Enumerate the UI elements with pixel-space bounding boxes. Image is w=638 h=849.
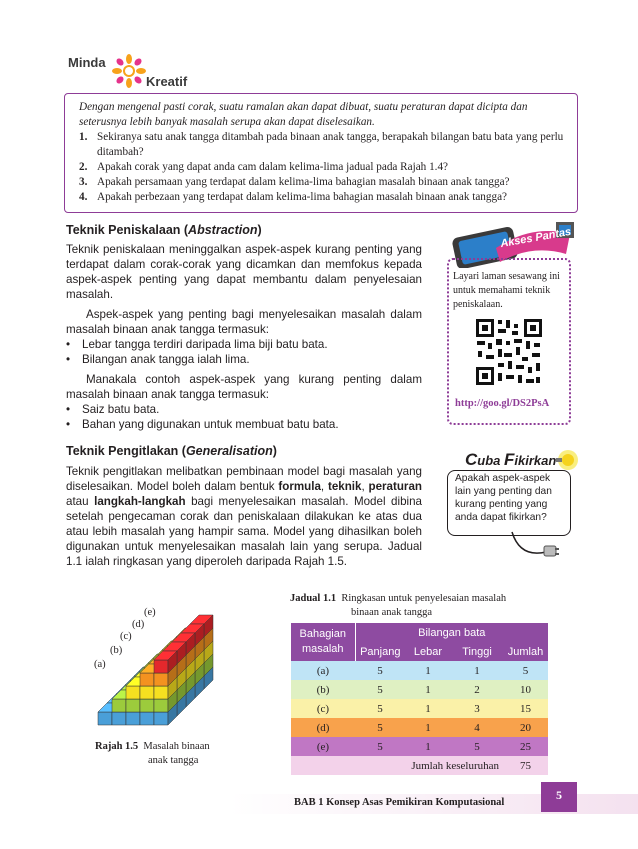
brick — [126, 686, 140, 699]
qr-code[interactable] — [474, 317, 544, 387]
question-3: 3. Apakah persamaan yang terdapat dalam kelima-lima bahagian masalah binaan anak tangga? — [79, 176, 510, 188]
generalisation-section — [66, 444, 422, 569]
table-row — [291, 680, 548, 699]
total-label: Jumlah keseluruhan — [411, 759, 499, 772]
col-lebar: Lebar — [405, 642, 451, 661]
cable-icon — [510, 528, 560, 562]
unimportant-item: • Saiz batu bata. — [66, 403, 160, 416]
important-item: • Lebar tangga terdiri daripada lima biji batu bata. — [66, 338, 328, 351]
cell-tinggi: 1 — [474, 664, 480, 677]
cell-lebar: 1 — [425, 702, 431, 715]
total-row — [291, 756, 548, 775]
col-jumlah: Jumlah — [503, 642, 548, 661]
cell-jumlah: 20 — [520, 721, 531, 734]
table-caption: Jadual 1.1 Ringkasan untuk penyelesaian masalah binaan anak tangga — [290, 593, 507, 618]
table-row — [291, 718, 548, 737]
cell-part: (d) — [316, 721, 330, 734]
brick — [154, 699, 168, 712]
cell-lebar: 1 — [425, 721, 431, 734]
minda-kreatif-box — [64, 93, 578, 213]
cell-part: (c) — [316, 702, 330, 715]
abstraction-paragraph-1: Teknik peniskalaan meninggalkan aspek-aspek kurang penting yang terdapat dalam corak-corak yang dicamkan dan memfokus kepada aspek-aspek penting yang dapat membantu dalam penyelesaian masalah. — [66, 243, 422, 301]
figure-caption: Rajah 1.5 Masalah binaan anak tangga — [95, 741, 210, 766]
cell-panjang: 5 — [377, 702, 383, 715]
figure-label-a: (a) — [94, 659, 106, 670]
akses-pantas-description: Layari laman sesawang ini untuk memahami teknik peniskalaan. — [453, 271, 560, 310]
lightbulb-icon — [554, 448, 580, 472]
figure-label-c: (c) — [120, 631, 132, 642]
figure-label-b: (b) — [110, 645, 123, 656]
cuba-fikirkan-title: Cuba Fikirkan — [465, 450, 557, 469]
generalisation-heading: Teknik Pengitlakan (Generalisation) — [66, 444, 277, 458]
important-item: • Bilangan anak tangga ialah lima. — [66, 353, 250, 366]
abstraction-paragraph-3: Manakala contoh aspek-aspek yang kurang penting dalam masalah binaan anak tangga termasuk: — [66, 373, 422, 401]
brick — [154, 660, 168, 673]
cell-jumlah: 15 — [520, 702, 531, 715]
cell-jumlah: 10 — [520, 683, 531, 696]
abstraction-paragraph-2: Aspek-aspek yang penting bagi menyelesaikan masalah dalam masalah binaan anak tangga termasuk: — [66, 308, 422, 336]
staircase-figure — [80, 605, 260, 740]
qr-code-icon — [474, 317, 544, 387]
question-2: 2. Apakah corak yang dapat anda cam dalam kelima-lima jadual pada Rajah 1.4? — [79, 161, 449, 173]
col-tinggi: Tinggi — [451, 642, 503, 661]
table-row — [291, 737, 548, 756]
generalisation-paragraph: Teknik pengitlakan melibatkan pembinaan model bagi masalah yang diselesaikan. Model boleh dalam bentuk formula, teknik, peraturan atau langkah-langkah bagi menyelesaikan masalah. Model dibina setelah pengecaman corak dan peniskalaan dilakukan ke atas dua atau lebih masalah yang hampir sama. Model yang dihasilkan boleh digunakan untuk menyelesaikan masalah lain yang serupa. Jadual 1.1 ialah ringkasan yang diperoleh daripada Rajah 1.5. — [66, 465, 422, 568]
table-row — [291, 661, 548, 680]
table-row — [291, 699, 548, 718]
cell-part: (b) — [316, 683, 330, 696]
summary-table-wrapper — [291, 623, 548, 775]
figure-label-e: (e) — [144, 607, 156, 618]
cell-lebar: 1 — [425, 664, 431, 677]
brick — [98, 712, 112, 725]
unimportant-item: • Bahan yang digunakan untuk membuat batu bata. — [66, 418, 339, 431]
cell-tinggi: 2 — [474, 683, 480, 696]
footer-chapter: BAB 1 Konsep Asas Pemikiran Komputasional — [294, 797, 505, 808]
col-group-bilangan: Bilangan bata — [355, 623, 548, 642]
brick — [154, 712, 168, 725]
cell-part: (e) — [316, 740, 330, 753]
cell-tinggi: 3 — [474, 702, 480, 715]
brick — [126, 712, 140, 725]
cell-lebar: 1 — [425, 740, 431, 753]
col-bahagian: Bahagian masalah — [291, 623, 355, 661]
cell-tinggi: 4 — [474, 721, 480, 734]
abstraction-section — [66, 223, 422, 432]
cell-panjang: 5 — [377, 664, 383, 677]
page-number: 5 — [541, 782, 577, 812]
question-4: 4. Apakah perbezaan yang terdapat dalam kelima-lima bahagian masalah binaan anak tangga? — [79, 191, 508, 203]
brick — [112, 712, 126, 725]
minda-label: Minda — [68, 55, 106, 70]
sun-icon — [112, 54, 146, 88]
brick — [140, 673, 154, 686]
kreatif-label: Kreatif — [146, 74, 188, 89]
akses-pantas-url[interactable]: http://goo.gl/DS2PsA — [455, 398, 550, 409]
brick — [154, 673, 168, 686]
cell-panjang: 5 — [377, 740, 383, 753]
cell-tinggi: 5 — [474, 740, 480, 753]
abstraction-heading: Teknik Peniskalaan (Abstraction) — [66, 223, 262, 237]
akses-pantas-title: Akses Pantas — [499, 225, 573, 251]
cell-jumlah: 5 — [522, 664, 529, 677]
brick — [126, 699, 140, 712]
figure-label-d: (d) — [132, 619, 145, 630]
brick — [140, 686, 154, 699]
cell-lebar: 1 — [425, 683, 431, 696]
brick — [140, 712, 154, 725]
total-value: 75 — [520, 759, 531, 772]
cell-panjang: 5 — [377, 683, 383, 696]
summary-table — [291, 623, 548, 775]
minda-kreatif-logo — [112, 54, 146, 88]
cuba-fikirkan-text: Apakah aspek-aspek lain yang penting dan kurang penting yang anda dapat fikirkan? — [455, 473, 552, 523]
brick — [112, 699, 126, 712]
brick — [140, 699, 154, 712]
cell-part: (a) — [316, 664, 330, 677]
cell-jumlah: 25 — [520, 740, 531, 753]
cell-panjang: 5 — [377, 721, 383, 734]
minda-kreatif-intro: Dengan mengenal pasti corak, suatu ramalan akan dapat dibuat, suatu peraturan dapat dicipta dan seterusnya lebih banyak masalah serupa akan dapat diselesaikan. — [79, 101, 528, 128]
question-1: 1. Sekiranya satu anak tangga ditambah pada binaan anak tangga, berapakah bilangan batu bata yang perlu ditambah? — [79, 131, 564, 158]
col-panjang: Panjang — [355, 642, 405, 661]
brick — [154, 686, 168, 699]
